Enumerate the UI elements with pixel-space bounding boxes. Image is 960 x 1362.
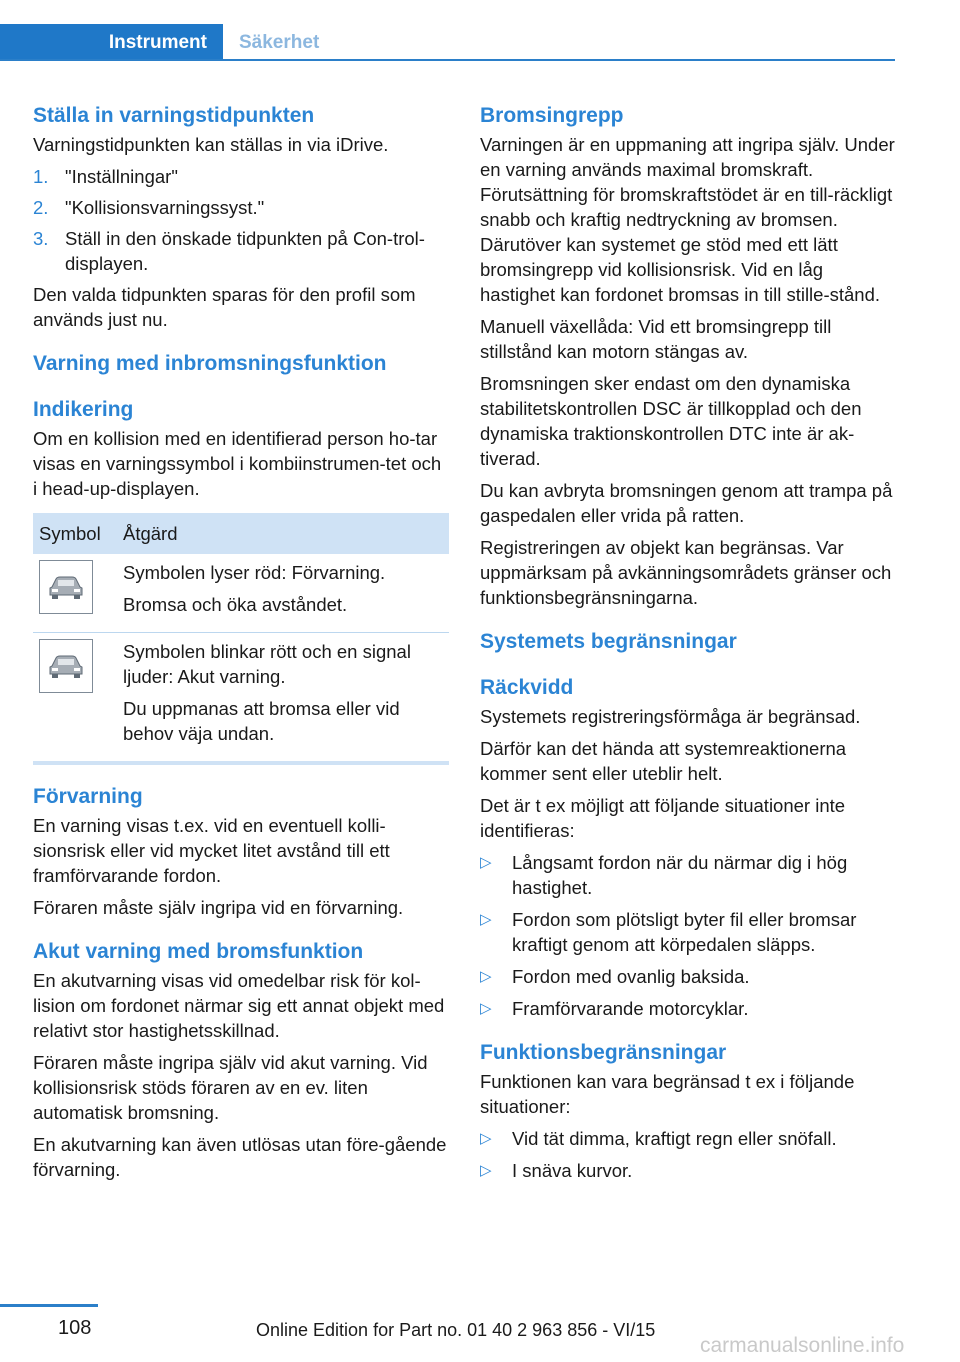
list-item-text: I snäva kurvor. (512, 1160, 633, 1181)
paragraph: Den valda tidpunkten sparas för den profil som används just nu. (33, 284, 416, 330)
list-item-text: Vid tät dimma, kraftigt regn eller snöfall. (512, 1128, 837, 1149)
paragraph: Varningen är en uppmaning att ingripa själv. Under en varning används maximal bromskraft. Förutsättning för bromskraftstödet är en till‐räckligt snabb och kraftig nedtryckning av bromsen. Därutöver kan systemet ge stöd med ett lätt bromsingrepp vid kollisionsrisk. Vid en låg hastighet kan fordonet bromsas in till stille‐stånd. (480, 134, 895, 305)
heading-bromsingrepp: Bromsingrepp (480, 104, 624, 127)
paragraph: Om en kollision med en identifierad person ho‐tar visas en varningssymbol i kombiinstrumen‐tet och i head-up-displayen. (33, 428, 442, 499)
action-cell (117, 554, 449, 633)
steps-list (33, 164, 449, 276)
paragraph: En varning visas t.ex. vid en eventuell kolli‐sionsrisk eller vid mycket litet avstånd till ett framförvarande fordon. (33, 815, 390, 886)
table-row (33, 554, 449, 633)
triangle-bullet-icon: ▷ (480, 1000, 492, 1017)
step-number: 1. (33, 166, 49, 187)
paragraph: En akutvarning kan även utlösas utan före‐gående förvarning. (33, 1134, 447, 1180)
watermark: carmanualsonline.info (700, 1334, 905, 1357)
triangle-bullet-icon: ▷ (480, 911, 492, 928)
page-number: 108 (58, 1317, 92, 1339)
car-warning-icon (39, 639, 93, 693)
tab-instrument[interactable]: Instrument (0, 24, 223, 61)
list-item (480, 1126, 896, 1151)
triangle-bullet-icon: ▷ (480, 968, 492, 985)
list-item (480, 964, 896, 989)
column-header-atgard: Åtgärd (117, 513, 449, 554)
paragraph: Föraren måste ingripa själv vid akut varning. Vid kollisionsrisk stöds föraren av en ev. liten automatisk bromsning. (33, 1052, 428, 1123)
list-item (480, 996, 896, 1021)
paragraph: Det är t ex möjligt att följande situationer inte identifieras: (480, 795, 846, 841)
paragraph: Bromsningen sker endast om den dynamiska stabilitetskontrollen DSC är tillkopplad och den dynamiska traktionskontrollen DTC inte är ak‐tiverad. (480, 373, 862, 469)
heading-stalla-in-varningstidpunkten: Ställa in varningstidpunkten (33, 104, 315, 127)
table-header-row (33, 513, 449, 554)
tab-sakerhet[interactable]: Säkerhet (239, 32, 320, 53)
step-text: Ställ in den önskade tidpunkten på Con‐trol-displayen. (65, 228, 425, 274)
list-item-text: Framförvarande motorcyklar. (512, 998, 749, 1019)
table-text: Symbolen blinkar rött och en signal ljuder: Akut varning. (123, 641, 411, 687)
step-item (33, 195, 449, 220)
step-number: 3. (33, 228, 49, 249)
tab-bar-underline (0, 59, 895, 61)
list-item-text: Långsamt fordon när du närmar dig i hög hastighet. (512, 852, 848, 898)
heading-rackvidd: Räckvidd (480, 676, 574, 699)
paragraph: Systemets registreringsförmåga är begränsad. (480, 706, 861, 727)
table-text: Bromsa och öka avståndet. (123, 594, 348, 615)
table-text: Symbolen lyser röd: Förvarning. (123, 562, 386, 583)
symbol-cell (33, 554, 117, 633)
list-item (480, 1158, 896, 1183)
heading-systemets-begransningar: Systemets begränsningar (480, 630, 737, 653)
table-text: Du uppmanas att bromsa eller vid behov väja undan. (123, 698, 400, 744)
step-number: 2. (33, 197, 49, 218)
step-item (33, 226, 449, 276)
paragraph: Varningstidpunkten kan ställas in via iDrive. (33, 134, 389, 155)
step-text: "Kollisionsvarningssyst." (65, 197, 265, 218)
step-text: "Inställningar" (65, 166, 178, 187)
paragraph: Manuell växellåda: Vid ett bromsingrepp till stillstånd kan motorn stängas av. (480, 316, 832, 362)
action-cell (117, 633, 449, 764)
list-item-text: Fordon med ovanlig baksida. (512, 966, 750, 987)
list-item-text: Fordon som plötsligt byter fil eller bromsar kraftigt genom att körpedalen släpps. (512, 909, 857, 955)
limitations-list (480, 1126, 896, 1183)
right-column (480, 102, 896, 1190)
symbol-cell (33, 633, 117, 764)
paragraph: Du kan avbryta bromsningen genom att trampa på gaspedalen eller vrida på ratten. (480, 480, 893, 526)
left-column (33, 102, 449, 1189)
list-item (480, 907, 896, 957)
footer-accent-line (0, 1304, 98, 1307)
triangle-bullet-icon: ▷ (480, 1130, 492, 1147)
paragraph: Funktionen kan vara begränsad t ex i följande situationer: (480, 1071, 855, 1117)
paragraph: En akutvarning visas vid omedelbar risk för kol‐lision om fordonet närmar sig ett annat objekt med relativt stor hastighetsskillnad. (33, 970, 445, 1041)
paragraph: Föraren måste själv ingripa vid en förvarning. (33, 897, 404, 918)
top-tab-bar (0, 24, 895, 61)
heading-forvarning: Förvarning (33, 785, 143, 808)
paragraph: Registreringen av objekt kan begränsas. Var uppmärksam på avkänningsområdets gränser och funktionsbegränsningarna. (480, 537, 892, 608)
table-row (33, 633, 449, 764)
step-item (33, 164, 449, 189)
triangle-bullet-icon: ▷ (480, 854, 492, 871)
heading-akut-varning: Akut varning med bromsfunktion (33, 940, 364, 963)
heading-indikering: Indikering (33, 398, 134, 421)
column-header-symbol: Symbol (33, 513, 117, 554)
heading-funktionsbegransningar: Funktionsbegränsningar (480, 1041, 727, 1064)
triangle-bullet-icon: ▷ (480, 1162, 492, 1179)
list-item (480, 850, 896, 900)
edition-text: Online Edition for Part no. 01 40 2 963 856 - VI/15 (256, 1320, 656, 1340)
heading-varning-med-inbromsningsfunktion: Varning med inbromsningsfunktion (33, 352, 387, 375)
situations-list (480, 850, 896, 1021)
paragraph: Därför kan det hända att systemreaktionerna kommer sent eller uteblir helt. (480, 738, 847, 784)
car-warning-icon (39, 560, 93, 614)
symbol-table (33, 513, 449, 765)
